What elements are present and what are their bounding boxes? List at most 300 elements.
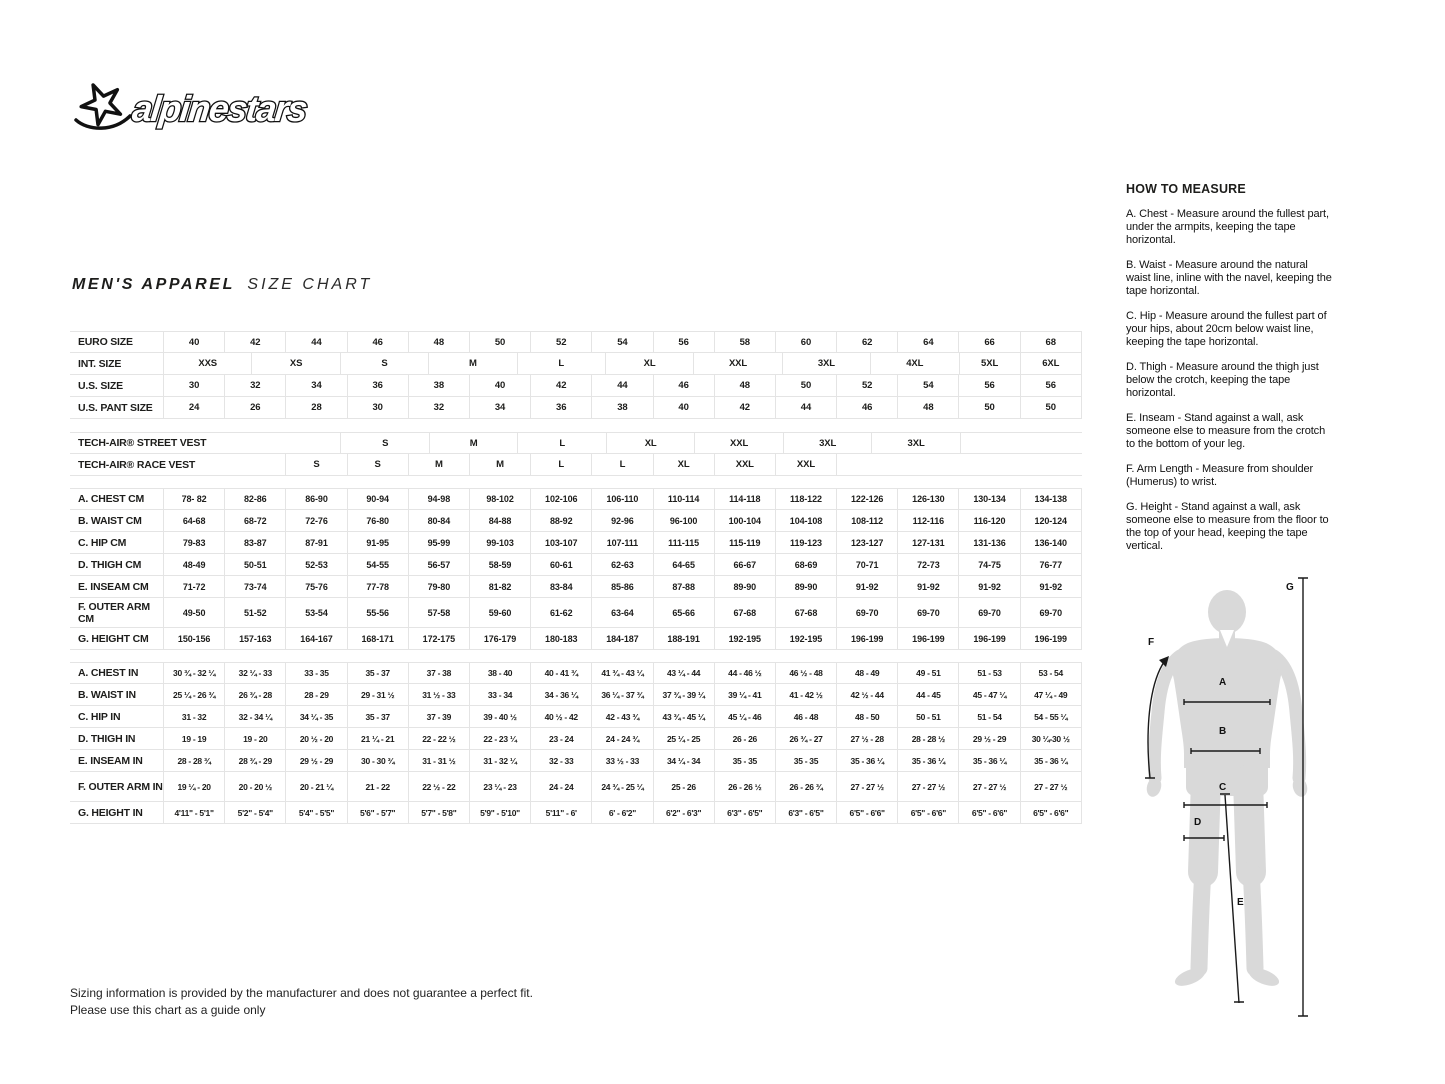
size-cell: 68-69 bbox=[775, 554, 836, 575]
size-cell: 6XL bbox=[1020, 353, 1081, 374]
size-cell: 95-99 bbox=[408, 532, 469, 553]
size-cell: 6'5" - 6'6" bbox=[958, 802, 1019, 823]
size-cell: 34 ¼ - 35 bbox=[285, 706, 346, 727]
size-cell: 60-61 bbox=[530, 554, 591, 575]
size-cell: 6'3" - 6'5" bbox=[775, 802, 836, 823]
size-cell: S bbox=[340, 433, 428, 453]
size-cell: 34 - 36 ¼ bbox=[530, 684, 591, 705]
size-cell: 25 - 26 bbox=[653, 772, 714, 801]
size-cell: M bbox=[429, 433, 517, 453]
size-cell: 32 bbox=[408, 397, 469, 418]
size-cell: 39 ¼ - 41 bbox=[714, 684, 775, 705]
how-to-measure-panel bbox=[1126, 182, 1333, 553]
measure-instruction-thigh: D. Thigh - Measure around the thigh just below the crotch, keeping the tape horizontal. bbox=[1126, 361, 1319, 399]
size-cell: 72-73 bbox=[897, 554, 958, 575]
title-sub: SIZE CHART bbox=[247, 276, 373, 293]
figure-label-waist: B bbox=[1219, 726, 1227, 737]
size-cell: 48-49 bbox=[163, 554, 224, 575]
size-cell: 27 - 27 ½ bbox=[897, 772, 958, 801]
size-cell: 40 bbox=[163, 332, 224, 352]
size-cell: 49-50 bbox=[163, 598, 224, 627]
size-cell: 69-70 bbox=[897, 598, 958, 627]
measure-instruction-hip: C. Hip - Measure around the fullest part of your hips, about 20cm below waist line, keeping the tape horizontal. bbox=[1126, 310, 1327, 348]
size-cell: 3XL bbox=[782, 353, 870, 374]
size-cell: 42 bbox=[530, 375, 591, 396]
size-cell: 35 - 36 ¼ bbox=[836, 750, 897, 771]
size-cell: 168-171 bbox=[347, 628, 408, 649]
size-cell: XXS bbox=[163, 353, 251, 374]
size-cell: 63-64 bbox=[591, 598, 652, 627]
table-row bbox=[70, 375, 1082, 397]
size-cell: 24 - 24 ¾ bbox=[591, 728, 652, 749]
size-cell: 76-80 bbox=[347, 510, 408, 531]
measure-instruction-chest: A. Chest - Measure around the fullest part, under the armpits, keeping the tape horizontal. bbox=[1126, 208, 1329, 246]
size-cell: 27 ½ - 28 bbox=[836, 728, 897, 749]
size-cell bbox=[163, 433, 340, 453]
size-cell: 21 ¼ - 21 bbox=[347, 728, 408, 749]
size-cell: 196-199 bbox=[958, 628, 1019, 649]
size-cell: 131-136 bbox=[958, 532, 1019, 553]
size-cell bbox=[836, 454, 1081, 475]
size-cell: 26 ¾ - 28 bbox=[224, 684, 285, 705]
size-cell: 32 - 33 bbox=[530, 750, 591, 771]
size-cell: 38 bbox=[408, 375, 469, 396]
size-cell: 19 - 20 bbox=[224, 728, 285, 749]
size-cell: 115-119 bbox=[714, 532, 775, 553]
size-cell: 50 bbox=[1020, 397, 1081, 418]
size-cell: 74-75 bbox=[958, 554, 1019, 575]
size-cell: 35 - 36 ¼ bbox=[897, 750, 958, 771]
figure-label-arm: F bbox=[1148, 637, 1155, 648]
logo-text: alpinestars bbox=[130, 88, 309, 129]
size-cell: 44 bbox=[285, 332, 346, 352]
size-cell: 51-52 bbox=[224, 598, 285, 627]
size-cell: 31 - 32 bbox=[163, 706, 224, 727]
size-cell: 120-124 bbox=[1020, 510, 1081, 531]
figure-label-thigh: D bbox=[1194, 817, 1202, 828]
size-cell: 35 - 37 bbox=[347, 706, 408, 727]
size-cell: 5'4" - 5'5" bbox=[285, 802, 346, 823]
row-label: D. THIGH CM bbox=[78, 558, 142, 571]
size-cell: 29 ½ - 29 bbox=[958, 728, 1019, 749]
size-cell: S bbox=[340, 353, 428, 374]
size-cell: 40 bbox=[653, 397, 714, 418]
table-row bbox=[70, 684, 1082, 706]
size-cell: 28 - 29 bbox=[285, 684, 346, 705]
size-cell: 34 bbox=[285, 375, 346, 396]
size-cell: 42 ½ - 44 bbox=[836, 684, 897, 705]
row-label: TECH-AIR® RACE VEST bbox=[78, 458, 196, 471]
size-cell: 30 bbox=[163, 375, 224, 396]
size-cell: 50 - 51 bbox=[897, 706, 958, 727]
size-cell: 42 bbox=[224, 332, 285, 352]
size-cell: 79-80 bbox=[408, 576, 469, 597]
size-cell: 64-68 bbox=[163, 510, 224, 531]
size-cell: 69-70 bbox=[836, 598, 897, 627]
size-cell: 196-199 bbox=[1020, 628, 1081, 649]
size-cell: XL bbox=[606, 433, 694, 453]
size-cell: 35 - 36 ¼ bbox=[1020, 750, 1081, 771]
table-row bbox=[70, 331, 1082, 353]
table-row bbox=[70, 802, 1082, 824]
size-cell: 84-88 bbox=[469, 510, 530, 531]
figure-label-chest: A bbox=[1219, 677, 1227, 688]
size-cell: 62 bbox=[836, 332, 897, 352]
size-cell: 56 bbox=[653, 332, 714, 352]
size-cell: 91-92 bbox=[897, 576, 958, 597]
row-label: EURO SIZE bbox=[78, 336, 133, 348]
size-cell: 79-83 bbox=[163, 532, 224, 553]
size-cell: 6' - 6'2" bbox=[591, 802, 652, 823]
size-cell: 89-90 bbox=[775, 576, 836, 597]
size-cell: 34 bbox=[469, 397, 530, 418]
measure-instruction-waist: B. Waist - Measure around the natural waist line, inline with the navel, keeping the tape horizontal. bbox=[1126, 259, 1332, 297]
size-cell: 50 bbox=[469, 332, 530, 352]
size-cell: 44 - 46 ½ bbox=[714, 663, 775, 683]
size-cell: 3XL bbox=[783, 433, 871, 453]
size-cell: 50 bbox=[775, 375, 836, 396]
size-cell: XS bbox=[251, 353, 339, 374]
figure-label-hip: C bbox=[1219, 782, 1227, 793]
size-cell: 83-84 bbox=[530, 576, 591, 597]
size-cell: 50-51 bbox=[224, 554, 285, 575]
size-cell: 104-108 bbox=[775, 510, 836, 531]
size-cell: 103-107 bbox=[530, 532, 591, 553]
size-cell: 23 - 24 bbox=[530, 728, 591, 749]
size-cell: 48 bbox=[714, 375, 775, 396]
table-row bbox=[70, 576, 1082, 598]
size-cell: 5'7" - 5'8" bbox=[408, 802, 469, 823]
size-cell: 62-63 bbox=[591, 554, 652, 575]
size-cell: 27 - 27 ½ bbox=[1020, 772, 1081, 801]
size-cell: 33 - 34 bbox=[469, 684, 530, 705]
size-cell: XXL bbox=[694, 433, 782, 453]
size-cell: 66 bbox=[958, 332, 1019, 352]
size-cell: S bbox=[285, 454, 346, 475]
size-cell: 53-54 bbox=[285, 598, 346, 627]
size-cell: 116-120 bbox=[958, 510, 1019, 531]
size-cell: 6'5" - 6'6" bbox=[1020, 802, 1081, 823]
size-cell: 196-199 bbox=[897, 628, 958, 649]
size-cell: 40 - 41 ¾ bbox=[530, 663, 591, 683]
row-label: U.S. SIZE bbox=[78, 379, 123, 392]
row-label: E. INSEAM CM bbox=[78, 580, 149, 593]
size-cell: 32 - 34 ¼ bbox=[224, 706, 285, 727]
size-cell: 3XL bbox=[871, 433, 959, 453]
size-cell: 80-84 bbox=[408, 510, 469, 531]
size-cell: 49 - 51 bbox=[897, 663, 958, 683]
size-cell: 5'11" - 6' bbox=[530, 802, 591, 823]
size-cell: 40 ½ - 42 bbox=[530, 706, 591, 727]
table-group-cm bbox=[70, 488, 1082, 650]
height-measure-line bbox=[1298, 578, 1308, 1016]
size-cell: 37 - 39 bbox=[408, 706, 469, 727]
size-cell bbox=[163, 454, 285, 475]
size-cell: 41 - 42 ½ bbox=[775, 684, 836, 705]
size-cell: 36 ¼ - 37 ¾ bbox=[591, 684, 652, 705]
table-row bbox=[70, 728, 1082, 750]
size-cell: XL bbox=[653, 454, 714, 475]
size-cell: M bbox=[469, 454, 530, 475]
size-cell: L bbox=[517, 353, 605, 374]
size-cell: 157-163 bbox=[224, 628, 285, 649]
size-cell: 46 bbox=[653, 375, 714, 396]
table-row bbox=[70, 662, 1082, 684]
size-cell: 56-57 bbox=[408, 554, 469, 575]
table-row bbox=[70, 432, 1082, 454]
size-cell: 36 bbox=[347, 375, 408, 396]
size-cell: 31 - 32 ¼ bbox=[469, 750, 530, 771]
size-cell: 28 - 28 ½ bbox=[897, 728, 958, 749]
size-cell: 26 - 26 ½ bbox=[714, 772, 775, 801]
table-row bbox=[70, 598, 1082, 628]
table-group-tech bbox=[70, 432, 1082, 476]
row-label: C. HIP IN bbox=[78, 710, 121, 723]
size-cell: 89-90 bbox=[714, 576, 775, 597]
size-cell: 43 ¼ - 44 bbox=[653, 663, 714, 683]
size-cell: 26 - 26 bbox=[714, 728, 775, 749]
size-cell: 91-92 bbox=[1020, 576, 1081, 597]
size-cell: 87-91 bbox=[285, 532, 346, 553]
size-cell: 31 ½ - 33 bbox=[408, 684, 469, 705]
figure-label-inseam: E bbox=[1237, 897, 1244, 908]
size-cell: 37 ¾ - 39 ¼ bbox=[653, 684, 714, 705]
size-cell: 54-55 bbox=[347, 554, 408, 575]
size-cell: 192-195 bbox=[714, 628, 775, 649]
size-cell: 56 bbox=[958, 375, 1019, 396]
size-cell: 26 bbox=[224, 397, 285, 418]
size-cell: 87-88 bbox=[653, 576, 714, 597]
table-row bbox=[70, 488, 1082, 510]
table-group-in bbox=[70, 662, 1082, 824]
size-cell: 29 ½ - 29 bbox=[285, 750, 346, 771]
table-row bbox=[70, 510, 1082, 532]
figure-label-height: G bbox=[1286, 582, 1294, 593]
size-cell: XXL bbox=[714, 454, 775, 475]
size-cell: 41 ¾ - 43 ¼ bbox=[591, 663, 652, 683]
size-cell: 54 bbox=[897, 375, 958, 396]
table-row bbox=[70, 628, 1082, 650]
size-cell: 92-96 bbox=[591, 510, 652, 531]
size-cell: 52 bbox=[836, 375, 897, 396]
table-row bbox=[70, 706, 1082, 728]
size-cell: 172-175 bbox=[408, 628, 469, 649]
size-cell: 48 - 49 bbox=[836, 663, 897, 683]
size-cell: 5'9" - 5'10" bbox=[469, 802, 530, 823]
size-cell: 106-110 bbox=[591, 489, 652, 509]
size-cell: 52 bbox=[530, 332, 591, 352]
size-cell: 57-58 bbox=[408, 598, 469, 627]
measure-instruction-inseam: E. Inseam - Stand against a wall, ask someone else to measure from the crotch to the bottom of your leg. bbox=[1126, 412, 1326, 450]
size-cell: 38 bbox=[591, 397, 652, 418]
size-cell: 36 bbox=[530, 397, 591, 418]
size-cell: 45 ¼ - 46 bbox=[714, 706, 775, 727]
table-group-sizes bbox=[70, 331, 1082, 419]
size-cell: 91-95 bbox=[347, 532, 408, 553]
size-cell: 30 ¾ - 32 ¼ bbox=[163, 663, 224, 683]
row-label: U.S. PANT SIZE bbox=[78, 401, 153, 414]
size-cell: 70-71 bbox=[836, 554, 897, 575]
size-cell: 61-62 bbox=[530, 598, 591, 627]
size-cell: 33 ½ - 33 bbox=[591, 750, 652, 771]
size-cell: 4'11" - 5'1" bbox=[163, 802, 224, 823]
size-cell: 19 ¼ - 20 bbox=[163, 772, 224, 801]
size-cell: 28 ¾ - 29 bbox=[224, 750, 285, 771]
row-label: TECH-AIR® STREET VEST bbox=[78, 437, 207, 449]
size-cell: 60 bbox=[775, 332, 836, 352]
size-cell: 110-114 bbox=[653, 489, 714, 509]
size-cell: 23 ¼ - 23 bbox=[469, 772, 530, 801]
how-to-measure-heading: HOW TO MEASURE bbox=[1126, 182, 1246, 196]
size-cell: 119-123 bbox=[775, 532, 836, 553]
size-cell: 26 - 26 ¾ bbox=[775, 772, 836, 801]
body-silhouette bbox=[1145, 590, 1310, 989]
measure-instruction-arm: F. Arm Length - Measure from shoulder (Humerus) to wrist. bbox=[1126, 463, 1314, 488]
size-cell: 82-86 bbox=[224, 489, 285, 509]
row-label: F. OUTER ARM CM bbox=[78, 600, 150, 625]
size-cell: 86-90 bbox=[285, 489, 346, 509]
size-cell: S bbox=[347, 454, 408, 475]
size-cell: 100-104 bbox=[714, 510, 775, 531]
size-cell: 27 - 27 ½ bbox=[836, 772, 897, 801]
size-cell: 123-127 bbox=[836, 532, 897, 553]
size-cell: 58-59 bbox=[469, 554, 530, 575]
size-cell: 90-94 bbox=[347, 489, 408, 509]
size-cell: 52-53 bbox=[285, 554, 346, 575]
size-cell: 35 - 36 ¼ bbox=[958, 750, 1019, 771]
size-cell: 46 ½ - 48 bbox=[775, 663, 836, 683]
size-cell: 94-98 bbox=[408, 489, 469, 509]
size-cell: 25 ¼ - 26 ¾ bbox=[163, 684, 224, 705]
size-cell: 111-115 bbox=[653, 532, 714, 553]
size-cell: 72-76 bbox=[285, 510, 346, 531]
size-cell: 96-100 bbox=[653, 510, 714, 531]
size-cell: 78- 82 bbox=[163, 489, 224, 509]
size-cell: 99-103 bbox=[469, 532, 530, 553]
size-cell: 184-187 bbox=[591, 628, 652, 649]
size-cell: 64 bbox=[897, 332, 958, 352]
size-cell: 44 bbox=[591, 375, 652, 396]
row-label: E. INSEAM IN bbox=[78, 754, 143, 767]
row-label: G. HEIGHT IN bbox=[78, 806, 143, 819]
size-cell: 81-82 bbox=[469, 576, 530, 597]
size-cell: 46 bbox=[836, 397, 897, 418]
size-cell: 6'5" - 6'6" bbox=[897, 802, 958, 823]
size-cell: L bbox=[530, 454, 591, 475]
size-cell: 22 - 22 ½ bbox=[408, 728, 469, 749]
size-cell: 196-199 bbox=[836, 628, 897, 649]
size-cell: 44 - 45 bbox=[897, 684, 958, 705]
size-cell: 188-191 bbox=[653, 628, 714, 649]
size-cell: 73-74 bbox=[224, 576, 285, 597]
size-cell: 114-118 bbox=[714, 489, 775, 509]
size-cell: 6'2" - 6'3" bbox=[653, 802, 714, 823]
alpinestars-logo-icon bbox=[70, 76, 360, 140]
table-row bbox=[70, 397, 1082, 419]
size-cell: 130-134 bbox=[958, 489, 1019, 509]
size-cell: 77-78 bbox=[347, 576, 408, 597]
size-cell: 20 - 20 ½ bbox=[224, 772, 285, 801]
size-cell: 51 - 54 bbox=[958, 706, 1019, 727]
size-cell: 19 - 19 bbox=[163, 728, 224, 749]
size-cell: 71-72 bbox=[163, 576, 224, 597]
size-cell: XXL bbox=[775, 454, 836, 475]
size-cell: 25 ¼ - 25 bbox=[653, 728, 714, 749]
size-cell: 67-68 bbox=[714, 598, 775, 627]
title-main: MEN'S APPAREL bbox=[72, 276, 235, 293]
size-cell: 122-126 bbox=[836, 489, 897, 509]
size-cell: 35 - 37 bbox=[347, 663, 408, 683]
size-cell: 39 - 40 ½ bbox=[469, 706, 530, 727]
size-cell: 134-138 bbox=[1020, 489, 1081, 509]
size-cell: 35 - 35 bbox=[714, 750, 775, 771]
size-cell: 35 - 35 bbox=[775, 750, 836, 771]
size-cell: 32 ¼ - 33 bbox=[224, 663, 285, 683]
size-cell: 54 bbox=[591, 332, 652, 352]
size-cell: 68-72 bbox=[224, 510, 285, 531]
row-label: F. OUTER ARM IN bbox=[78, 780, 163, 793]
size-cell: 20 ½ - 20 bbox=[285, 728, 346, 749]
table-row bbox=[70, 532, 1082, 554]
size-cell: 44 bbox=[775, 397, 836, 418]
size-cell: 21 - 22 bbox=[347, 772, 408, 801]
size-cell: 180-183 bbox=[530, 628, 591, 649]
size-cell: 67-68 bbox=[775, 598, 836, 627]
size-cell: 40 bbox=[469, 375, 530, 396]
size-cell: 6'3" - 6'5" bbox=[714, 802, 775, 823]
size-cell: 42 bbox=[714, 397, 775, 418]
size-cell: 24 - 24 bbox=[530, 772, 591, 801]
size-cell: 50 bbox=[958, 397, 1019, 418]
size-cell: XXL bbox=[693, 353, 781, 374]
size-cell: 24 ¾ - 25 ¼ bbox=[591, 772, 652, 801]
size-cell: 5'2" - 5'4" bbox=[224, 802, 285, 823]
row-label: INT. SIZE bbox=[78, 357, 122, 370]
row-label: D. THIGH IN bbox=[78, 732, 136, 745]
size-cell: 107-111 bbox=[591, 532, 652, 553]
size-cell: 65-66 bbox=[653, 598, 714, 627]
size-cell: 4XL bbox=[870, 353, 958, 374]
table-row bbox=[70, 772, 1082, 802]
table-row bbox=[70, 353, 1082, 375]
size-cell: 164-167 bbox=[285, 628, 346, 649]
table-row bbox=[70, 454, 1082, 476]
size-cell: 85-86 bbox=[591, 576, 652, 597]
size-cell: 108-112 bbox=[836, 510, 897, 531]
size-cell: 64-65 bbox=[653, 554, 714, 575]
size-cell: 46 - 48 bbox=[775, 706, 836, 727]
size-cell: 76-77 bbox=[1020, 554, 1081, 575]
size-cell: 24 bbox=[163, 397, 224, 418]
size-cell: 28 bbox=[285, 397, 346, 418]
size-cell: 43 ¾ - 45 ¼ bbox=[653, 706, 714, 727]
row-label: G. HEIGHT CM bbox=[78, 632, 149, 645]
size-cell: 192-195 bbox=[775, 628, 836, 649]
size-cell: 69-70 bbox=[1020, 598, 1081, 627]
size-cell: L bbox=[591, 454, 652, 475]
row-label: B. WAIST CM bbox=[78, 514, 142, 527]
measure-instruction-height: G. Height - Stand against a wall, ask someone else to measure from the floor to the top of your head, keeping the tape vertical. bbox=[1126, 501, 1329, 552]
size-cell: 6'5" - 6'6" bbox=[836, 802, 897, 823]
size-cell: 30 - 30 ¾ bbox=[347, 750, 408, 771]
size-cell: 68 bbox=[1020, 332, 1081, 352]
disclaimer-line-1: Sizing information is provided by the manufacturer and does not guarantee a perfect fit. bbox=[70, 986, 533, 1000]
size-cell: 56 bbox=[1020, 375, 1081, 396]
size-cell: 55-56 bbox=[347, 598, 408, 627]
size-cell: 38 - 40 bbox=[469, 663, 530, 683]
page-title bbox=[72, 276, 372, 294]
size-cell: 59-60 bbox=[469, 598, 530, 627]
